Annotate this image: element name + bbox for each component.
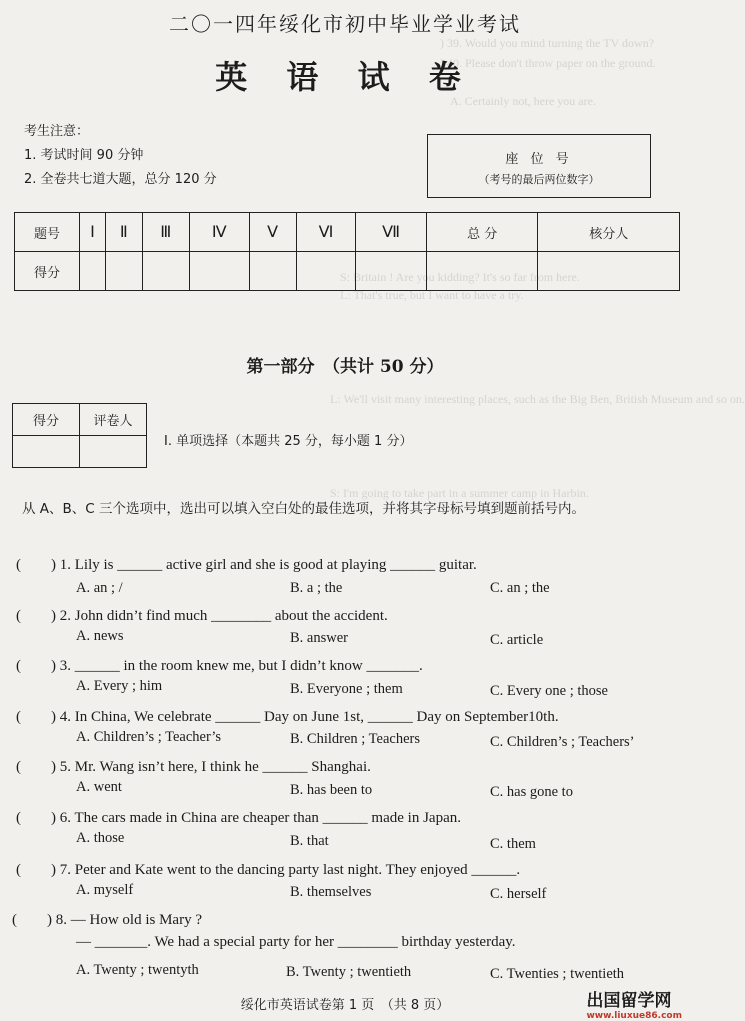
grader-name-label: 评卷人 <box>80 404 147 436</box>
checker-cell[interactable] <box>538 252 680 291</box>
question-8-option-a: A. Twenty ; twentyth <box>76 962 199 978</box>
question-1-option-b: B. a ; the <box>290 580 343 596</box>
score-table <box>14 212 680 291</box>
question-4-stem: ( ) 4. In China, We celebrate ______ Day on June 1st, ______ Day on September10th. <box>16 709 559 725</box>
question-2-option-b: B. answer <box>290 630 348 646</box>
checker-header: 核分人 <box>538 213 680 252</box>
watermark-logo <box>586 986 682 1021</box>
watermark-site-url: www.liuxue86.com <box>586 1011 682 1021</box>
question-2-option-a: A. news <box>76 628 124 644</box>
question-5-option-c: C. has gone to <box>490 784 573 800</box>
grader-score-cell[interactable] <box>13 436 80 468</box>
question-8-stem-line-2: — _______. We had a special party for her ________ birthday yesterday. <box>76 934 516 950</box>
grader-table <box>12 403 147 468</box>
question-6-stem: ( ) 6. The cars made in China are cheaper than ______ made in Japan. <box>16 810 461 826</box>
question-2-stem: ( ) 2. John didn’t find much ________ about the accident. <box>16 608 388 624</box>
bleed-through-text: ) 40. Please don't throw paper on the ground. <box>440 56 656 70</box>
question-1-stem: ( ) 1. Lily is ______ active girl and she is good at playing ______ guitar. <box>16 557 477 573</box>
question-8-stem: ( ) 8. — How old is Mary ? <box>12 912 202 928</box>
question-8-option-c: C. Twenties ; twentieth <box>490 966 625 982</box>
question-7-option-b: B. themselves <box>290 884 372 900</box>
page-footer: 绥化市英语试卷第 1 页 （共 8 页） <box>240 998 450 1013</box>
question-1-option-c: C. an ; the <box>490 580 550 596</box>
question-3-option-c: C. Every one ; those <box>490 683 608 699</box>
subject-title: 英 语 试 卷 <box>215 58 475 96</box>
score-row-header: 得分 <box>15 252 80 291</box>
seat-number-hint: （考号的最后两位数字） <box>478 173 600 186</box>
score-table-header-row <box>15 213 680 252</box>
question-4-option-a: A. Children’s ; Teacher’s <box>76 729 222 745</box>
column-1: Ⅰ <box>80 213 106 252</box>
question-3-option-a: A. Every ; him <box>76 678 163 694</box>
bleed-through-text: ) 39. Would you mind turning the TV down? <box>440 36 655 50</box>
score-cell[interactable] <box>249 252 296 291</box>
grader-name-cell[interactable] <box>80 436 147 468</box>
part-one-title: 第一部分 （共计 50 分） <box>246 357 444 377</box>
column-5: Ⅴ <box>249 213 296 252</box>
question-1-option-a: A. an ; / <box>76 580 123 596</box>
question-7-option-a: A. myself <box>76 882 134 898</box>
grader-score-label: 得分 <box>13 404 80 436</box>
seat-number-box[interactable] <box>427 134 651 198</box>
score-cell[interactable] <box>356 252 426 291</box>
question-7-option-c: C. herself <box>490 886 547 902</box>
notice-item-time: 1. 考试时间 90 分钟 <box>24 148 144 163</box>
score-cell[interactable] <box>105 252 142 291</box>
bleed-through-text: L: We'll visit many interesting places, such as the Big Ben, British Museum and so on. <box>330 392 745 406</box>
column-4: Ⅳ <box>189 213 249 252</box>
score-table-score-row <box>15 252 680 291</box>
question-3-option-b: B. Everyone ; them <box>290 681 403 697</box>
watermark-site-name: 出国留学网 <box>586 991 672 1011</box>
score-cell[interactable] <box>189 252 249 291</box>
column-7: Ⅶ <box>356 213 426 252</box>
question-6-option-c: C. them <box>490 836 536 852</box>
score-cell[interactable] <box>80 252 106 291</box>
question-5-option-b: B. has been to <box>290 782 373 798</box>
score-cell[interactable] <box>296 252 356 291</box>
question-8-option-b: B. Twenty ; twentieth <box>286 964 412 980</box>
total-score-cell[interactable] <box>426 252 538 291</box>
column-3: Ⅲ <box>142 213 189 252</box>
bleed-through-text: S: Britain ! Are you kidding? It's so far from here. <box>340 270 580 284</box>
column-6: Ⅵ <box>296 213 356 252</box>
bleed-through-text: S: I'm going to take part in a summer camp in Harbin. <box>330 486 589 500</box>
notice-item-score: 2. 全卷共七道大题，总分 120 分 <box>24 172 217 187</box>
exam-title: 二〇一四年绥化市初中毕业学业考试 <box>169 12 521 36</box>
question-2-option-c: C. article <box>490 632 544 648</box>
bleed-through-text: L: That's true, but I want to have a try. <box>340 288 524 302</box>
question-6-option-b: B. that <box>290 833 329 849</box>
question-5-option-a: A. went <box>76 779 122 795</box>
question-3-stem: ( ) 3. ______ in the room knew me, but I didn’t know _______. <box>16 658 423 674</box>
section-1-title: Ⅰ. 单项选择（本题共 25 分，每小题 1 分） <box>164 434 413 449</box>
bleed-through-text: A. Certainly not, here you are. <box>450 94 596 108</box>
score-cell[interactable] <box>142 252 189 291</box>
question-4-option-c: C. Children’s ; Teachers’ <box>490 734 635 750</box>
question-4-option-b: B. Children ; Teachers <box>290 731 420 747</box>
column-2: Ⅱ <box>105 213 142 252</box>
total-header: 总 分 <box>426 213 538 252</box>
question-number-header: 题号 <box>15 213 80 252</box>
seat-number-label: 座 位 号 <box>505 152 573 167</box>
section-1-instruction: 从 A、B、C 三个选项中，选出可以填入空白处的最佳选项，并将其字母标号填到题前括号内。 <box>22 501 586 517</box>
question-5-stem: ( ) 5. Mr. Wang isn’t here, I think he ______ Shanghai. <box>16 759 371 775</box>
notice-heading: 考生注意： <box>24 124 90 139</box>
question-6-option-a: A. those <box>76 830 125 846</box>
question-7-stem: ( ) 7. Peter and Kate went to the dancing party last night. They enjoyed ______. <box>16 862 521 878</box>
